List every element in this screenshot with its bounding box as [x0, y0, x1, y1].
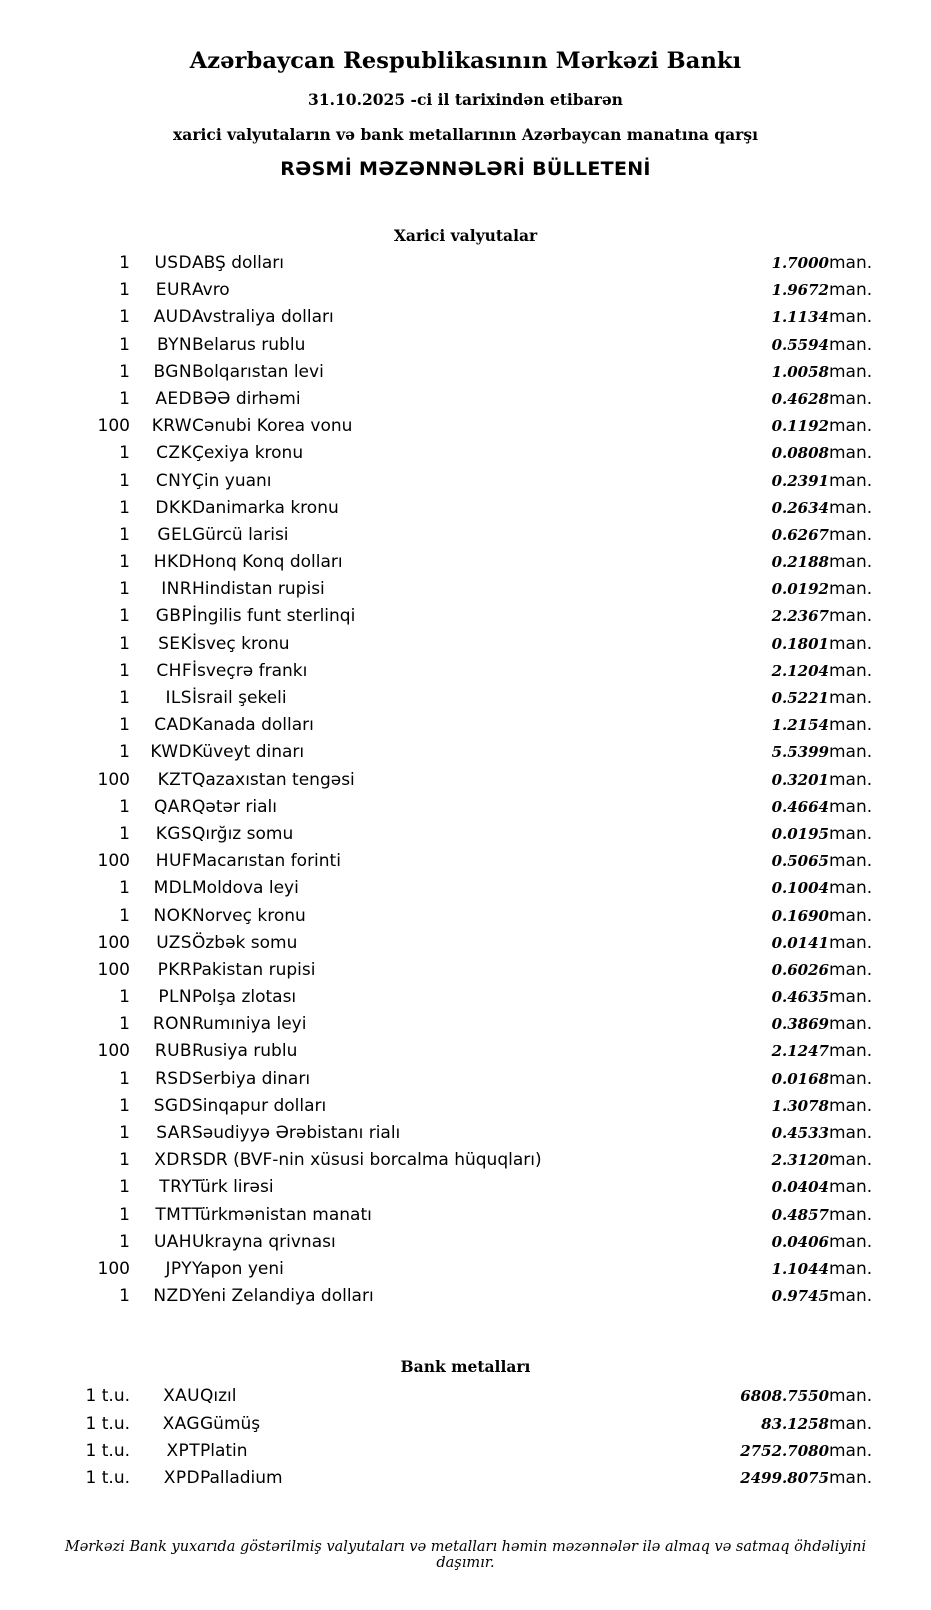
rate-value: 0.0168	[771, 1069, 829, 1088]
table-row	[40, 307, 891, 334]
rate-unit: man.	[829, 851, 873, 872]
rate-value: 2.3120	[771, 1151, 829, 1170]
rate-code: BGN	[153, 361, 192, 382]
currencies-table-body	[40, 253, 891, 1313]
rate-code: EUR	[155, 280, 192, 301]
rate-quantity: 1	[119, 606, 130, 627]
rate-name: SDR (BVF-nin xüsusi borcalma hüquqları)	[192, 1150, 542, 1171]
rate-quantity: 1	[119, 388, 130, 409]
rate-value: 0.2634	[771, 498, 829, 517]
table-row	[40, 253, 891, 280]
rate-unit: man.	[829, 1467, 873, 1488]
rate-unit: man.	[829, 660, 873, 681]
rate-quantity: 1	[119, 334, 130, 355]
rate-value: 0.0141	[771, 933, 829, 952]
rate-code: DKK	[155, 497, 192, 518]
table-row	[40, 579, 891, 606]
table-row	[40, 933, 891, 960]
rate-code: SEK	[158, 633, 192, 654]
rate-unit: man.	[829, 606, 873, 627]
rate-unit: man.	[829, 388, 873, 409]
table-row	[40, 1150, 891, 1177]
rate-code: RSD	[155, 1068, 192, 1089]
rate-unit: man.	[829, 552, 873, 573]
rate-quantity: 1	[119, 470, 130, 491]
rate-quantity: 100	[97, 851, 130, 872]
rate-quantity: 1	[119, 742, 130, 763]
rate-quantity: 1	[119, 1150, 130, 1171]
rate-name: Qırğız somu	[192, 823, 294, 844]
rate-code: UAH	[153, 1231, 192, 1252]
rate-quantity: 1 t.u.	[85, 1386, 130, 1407]
rate-value: 0.4635	[771, 988, 829, 1007]
rate-unit: man.	[829, 497, 873, 518]
rate-value: 0.4857	[771, 1205, 829, 1224]
rate-name: Türk lirəsi	[192, 1177, 274, 1198]
table-row	[40, 1259, 891, 1286]
rate-quantity: 100	[97, 1258, 130, 1279]
rate-unit: man.	[829, 1014, 873, 1035]
table-row	[40, 960, 891, 987]
rate-value: 0.0195	[771, 824, 829, 843]
rate-value: 1.7000	[771, 254, 829, 272]
rate-quantity: 1	[119, 361, 130, 382]
rate-value: 0.4533	[771, 1124, 829, 1142]
rate-name: Çin yuanı	[192, 470, 272, 491]
rate-name: İsveçrə frankı	[192, 660, 308, 681]
table-row	[40, 851, 891, 878]
table-row	[40, 742, 891, 769]
metals-table-body	[40, 1386, 891, 1495]
rate-name: Macarıstan forinti	[192, 851, 341, 872]
rate-value: 0.5065	[771, 852, 829, 871]
table-row	[40, 1441, 891, 1468]
rate-value: 2.1247	[771, 1042, 829, 1061]
rate-unit: man.	[829, 1095, 873, 1116]
rate-quantity: 100	[97, 769, 130, 790]
rate-name: Serbiya dinarı	[192, 1068, 311, 1089]
rate-value: 0.6026	[771, 960, 829, 979]
rate-unit: man.	[829, 307, 873, 328]
rate-value: 0.0406	[771, 1232, 829, 1251]
rate-name: ABŞ dolları	[192, 253, 284, 273]
table-row	[40, 335, 891, 362]
rate-quantity: 1	[119, 905, 130, 926]
rate-quantity: 1	[119, 1014, 130, 1035]
rate-name: Polşa zlotası	[192, 987, 297, 1008]
rate-unit: man.	[829, 688, 873, 708]
table-row	[40, 987, 891, 1014]
rate-value: 1.2154	[771, 716, 829, 735]
rate-code: TMT	[155, 1204, 192, 1225]
rate-quantity: 1	[119, 796, 130, 817]
rate-code: CHF	[156, 660, 192, 681]
rate-name: Kanada dolları	[192, 715, 314, 736]
currencies-section-title: Xarici valyutalar	[393, 226, 538, 245]
rate-code: INR	[161, 579, 192, 600]
rate-name: Honq Konq dolları	[192, 552, 343, 573]
rate-code: HKD	[153, 552, 192, 573]
rate-unit: man.	[829, 1177, 873, 1198]
table-row	[40, 552, 891, 579]
rate-value: 1.9672	[771, 281, 829, 300]
rate-name: Yeni Zelandiya dolları	[192, 1286, 374, 1307]
rate-code: BYN	[156, 334, 192, 355]
rate-value: 0.2391	[771, 471, 829, 490]
rate-quantity: 1 t.u.	[85, 1440, 130, 1461]
rate-value: 0.9745	[771, 1287, 829, 1306]
table-row	[40, 525, 891, 552]
rate-value: 0.0192	[771, 580, 829, 599]
rate-unit: man.	[829, 416, 873, 437]
rate-name: İngilis funt sterlinqi	[192, 606, 356, 627]
rate-code: SAR	[156, 1123, 192, 1143]
rate-name: Qətər rialı	[192, 796, 277, 817]
rate-name: Hindistan rupisi	[192, 579, 325, 600]
bank-title: Azərbaycan Respublikasının Mərkəzi Bankı	[189, 48, 742, 74]
rate-code: KRW	[151, 416, 192, 437]
rate-value: 2.2367	[771, 607, 829, 626]
rate-value: 0.6267	[771, 525, 829, 544]
rate-code: PKR	[157, 959, 192, 980]
rate-unit: man.	[829, 823, 873, 844]
table-row	[40, 389, 891, 416]
rate-unit: man.	[829, 633, 873, 654]
rate-unit: man.	[829, 1123, 873, 1143]
rate-name: Platin	[200, 1440, 248, 1461]
rate-unit: man.	[829, 1204, 873, 1225]
rate-unit: man.	[829, 1258, 873, 1279]
rate-quantity: 1	[119, 1095, 130, 1116]
rate-quantity: 1	[119, 633, 130, 654]
rate-quantity: 100	[97, 959, 130, 980]
rate-value: 2.1204	[771, 661, 829, 680]
rate-unit: man.	[829, 715, 873, 736]
rate-code: SGD	[153, 1095, 192, 1116]
rate-name: Çexiya kronu	[192, 443, 304, 464]
rate-quantity: 1	[119, 579, 130, 600]
rate-quantity: 1	[119, 307, 130, 328]
rate-quantity: 1	[119, 688, 130, 708]
rate-code: NZD	[153, 1286, 192, 1307]
rate-name: Danimarka kronu	[192, 497, 339, 518]
rate-name: Rusiya rublu	[192, 1041, 298, 1062]
table-row	[40, 1041, 891, 1068]
rate-name: Palladium	[200, 1467, 283, 1488]
rate-value: 0.4664	[771, 797, 829, 816]
rate-value: 2752.7080	[740, 1441, 829, 1460]
rate-unit: man.	[829, 959, 873, 980]
table-row	[40, 715, 891, 742]
rate-value: 0.0404	[771, 1178, 829, 1197]
rate-quantity: 1 t.u.	[85, 1467, 130, 1488]
rate-quantity: 1	[119, 524, 130, 545]
table-row	[40, 878, 891, 905]
rate-value: 0.0808	[771, 444, 829, 463]
rate-unit: man.	[829, 280, 873, 301]
rate-unit: man.	[829, 1440, 873, 1461]
rate-value: 0.3869	[771, 1015, 829, 1034]
table-row	[40, 443, 891, 470]
rate-unit: man.	[829, 1068, 873, 1089]
rate-quantity: 1	[119, 715, 130, 736]
rate-unit: man.	[829, 769, 873, 790]
document-subtitle: xarici valyutaların və bank metallarının Azərbaycan manatına qarşı	[173, 125, 758, 144]
rate-name: Türkmənistan manatı	[192, 1204, 372, 1225]
table-row	[40, 471, 891, 498]
rate-unit: man.	[829, 796, 873, 817]
rate-quantity: 1	[119, 497, 130, 518]
rate-quantity: 100	[97, 1041, 130, 1062]
table-row	[40, 1286, 891, 1313]
rate-unit: man.	[829, 1386, 873, 1407]
rate-value: 0.1690	[771, 906, 829, 925]
rate-code: HUF	[155, 851, 192, 872]
rate-quantity: 1	[119, 1204, 130, 1225]
rate-value: 6808.7550	[740, 1387, 829, 1406]
table-row	[40, 661, 891, 688]
rate-name: Gümüş	[200, 1413, 261, 1434]
table-row	[40, 280, 891, 307]
rate-code: UZS	[156, 932, 192, 953]
rate-unit: man.	[829, 905, 873, 926]
rate-quantity: 1	[119, 987, 130, 1008]
rate-quantity: 1	[119, 253, 130, 273]
table-row	[40, 1069, 891, 1096]
table-row	[40, 770, 891, 797]
rate-unit: man.	[829, 253, 873, 273]
rate-code: AUD	[153, 307, 192, 328]
rate-unit: man.	[829, 1041, 873, 1062]
rate-quantity: 1	[119, 823, 130, 844]
rate-quantity: 1	[119, 552, 130, 573]
rate-unit: man.	[829, 1150, 873, 1171]
rate-name: Cənubi Korea vonu	[192, 416, 353, 437]
rate-code: CAD	[154, 715, 192, 736]
metals-table	[40, 1386, 891, 1495]
rate-code: CZK	[156, 443, 192, 464]
document-header	[40, 48, 891, 180]
rate-code: JPY	[165, 1258, 192, 1279]
rate-unit: man.	[829, 579, 873, 600]
table-row	[40, 1468, 891, 1495]
rate-code: RUB	[154, 1041, 192, 1062]
rate-code: XPD	[163, 1467, 200, 1488]
rate-code: TRY	[159, 1177, 192, 1198]
rate-unit: man.	[829, 334, 873, 355]
table-row	[40, 1205, 891, 1232]
table-row	[40, 797, 891, 824]
rate-code: XAU	[163, 1386, 200, 1407]
rate-code: USD	[154, 253, 192, 273]
rate-name: Belarus rublu	[192, 334, 306, 355]
rate-quantity: 1	[119, 443, 130, 464]
rate-value: 0.4628	[771, 389, 829, 408]
rate-unit: man.	[829, 524, 873, 545]
bulletin-title: RƏSMİ MƏZƏNNƏLƏRİ BÜLLETENİ	[280, 158, 651, 180]
rate-name: Qazaxıstan tengəsi	[192, 769, 355, 790]
rate-code: KGS	[155, 823, 192, 844]
table-row	[40, 416, 891, 443]
rate-quantity: 1	[119, 1068, 130, 1089]
rate-code: XDR	[154, 1150, 192, 1171]
rate-value: 0.5594	[771, 335, 829, 354]
footnote: Mərkəzi Bank yuxarıda göstərilmiş valyutaları və metalları həmin məzənnələr ilə almaq və satmaq öhdəliyini daşımır.	[64, 1539, 867, 1572]
rate-unit: man.	[829, 1413, 873, 1434]
rate-code: AED	[155, 388, 192, 409]
rate-value: 0.1192	[771, 417, 829, 436]
rate-name: Pakistan rupisi	[192, 959, 316, 980]
currencies-table	[40, 253, 891, 1313]
rate-name: İsrail şekeli	[192, 688, 287, 708]
rate-unit: man.	[829, 443, 873, 464]
table-row	[40, 498, 891, 525]
rate-quantity: 1	[119, 1286, 130, 1307]
rate-quantity: 1	[119, 280, 130, 301]
rate-value: 1.1044	[771, 1259, 829, 1278]
rate-name: Rumıniya leyi	[192, 1014, 307, 1035]
rate-name: Moldova leyi	[192, 878, 299, 899]
rate-name: Səudiyyə Ərəbistanı rialı	[192, 1123, 401, 1143]
rate-quantity: 1	[119, 878, 130, 899]
rate-code: RON	[152, 1014, 192, 1035]
rate-name: Ukrayna qrivnası	[192, 1231, 336, 1252]
rate-unit: man.	[829, 987, 873, 1008]
rate-quantity: 100	[97, 932, 130, 953]
rate-code: XPT	[166, 1440, 200, 1461]
rate-code: XAG	[162, 1413, 200, 1434]
rate-unit: man.	[829, 1231, 873, 1252]
table-row	[40, 362, 891, 389]
rate-value: 83.1258	[761, 1414, 829, 1433]
rate-unit: man.	[829, 932, 873, 953]
rate-name: Avstraliya dolları	[192, 307, 334, 328]
rate-quantity: 100	[97, 416, 130, 437]
rate-value: 5.5399	[771, 743, 829, 762]
rate-name: Küveyt dinarı	[192, 742, 305, 763]
table-row	[40, 606, 891, 633]
rate-name: Sinqapur dolları	[192, 1095, 327, 1116]
rate-name: Norveç kronu	[192, 905, 306, 926]
rate-name: Gürcü larisi	[192, 524, 289, 545]
rate-value: 0.3201	[771, 770, 829, 789]
table-row	[40, 824, 891, 851]
table-row	[40, 688, 891, 715]
rate-code: NOK	[153, 905, 192, 926]
rate-code: PLN	[158, 987, 192, 1008]
rate-name: Özbək somu	[192, 932, 298, 953]
rate-quantity: 1	[119, 1177, 130, 1198]
rate-quantity: 1 t.u.	[85, 1413, 130, 1434]
rate-unit: man.	[829, 361, 873, 382]
rate-code: CNY	[155, 470, 192, 491]
table-row	[40, 1096, 891, 1123]
rate-name: Bolqarıstan levi	[192, 361, 324, 382]
table-row	[40, 634, 891, 661]
rate-unit: man.	[829, 470, 873, 491]
rate-code: KWD	[150, 742, 192, 763]
rate-value: 0.1004	[771, 879, 829, 898]
table-row	[40, 1014, 891, 1041]
rate-value: 0.1801	[771, 634, 829, 653]
rate-code: ILS	[165, 688, 192, 708]
rate-name: İsveç kronu	[192, 633, 290, 654]
table-row	[40, 906, 891, 933]
rate-name: BƏƏ dirhəmi	[192, 388, 301, 409]
rate-name: Qızıl	[200, 1386, 237, 1407]
table-row	[40, 1386, 891, 1413]
rate-code: GEL	[157, 524, 192, 545]
metals-section-title: Bank metalları	[400, 1357, 531, 1377]
rate-unit: man.	[829, 1286, 873, 1307]
rate-code: KZT	[157, 769, 192, 790]
table-row	[40, 1177, 891, 1204]
effective-date-line: 31.10.2025 -ci il tarixindən etibarən	[308, 90, 623, 109]
rate-value: 1.0058	[771, 362, 829, 381]
rate-value: 0.5221	[771, 689, 829, 707]
rate-name: Yapon yeni	[192, 1258, 284, 1279]
table-row	[40, 1414, 891, 1441]
rate-quantity: 1	[119, 1231, 130, 1252]
rate-code: QAR	[153, 796, 192, 817]
table-row	[40, 1123, 891, 1150]
rate-quantity: 1	[119, 660, 130, 681]
rate-value: 1.1134	[771, 308, 829, 327]
rate-unit: man.	[829, 742, 873, 763]
rate-value: 0.2188	[771, 553, 829, 572]
rate-quantity: 1	[119, 1123, 130, 1143]
rate-value: 1.3078	[771, 1096, 829, 1115]
rate-value: 2499.8075	[740, 1468, 829, 1487]
rate-unit: man.	[829, 878, 873, 899]
table-row	[40, 1232, 891, 1259]
rate-code: MDL	[153, 878, 192, 899]
rate-code: GBP	[155, 606, 192, 627]
rate-name: Avro	[192, 280, 230, 301]
